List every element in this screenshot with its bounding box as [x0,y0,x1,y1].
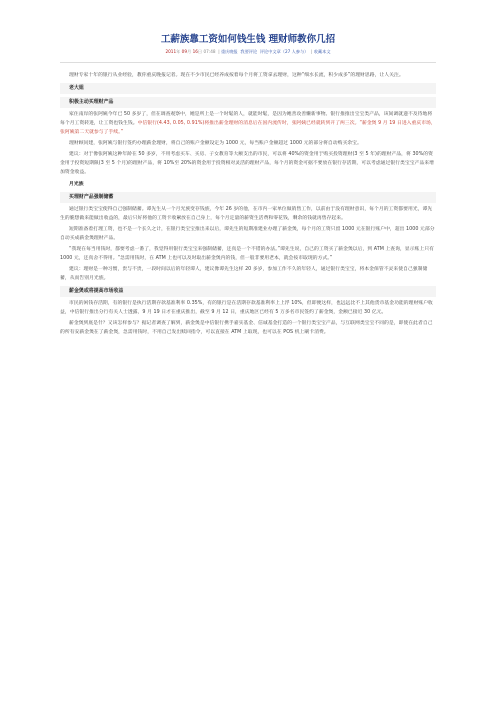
meta-day: 16 [192,49,198,54]
meta-month: 09 [181,49,188,54]
paragraph-text: 家住南岸的张阿姨今年已 50 多岁了，但在调查观察中，她是所上是一个时髦的人，就能时髦，是因为她善攻善懒新事物。银行推推出宝宝类产品，该间调就递不及待地将每个月工资转进，让工资也钱生钱。 [60,112,433,126]
paragraph: 市民的闲钱存活期，有的银行是执行活期存款基准利率 0.35%，有的银行是在活期存款基准利率上上浮 10%，但即便这样，也远远比不上其他货币基金功能的理财账户收益，中信银行推出分行有关人士透露，9 月 19 日才在重庆推出，截至 9 月 12 日，重庆地区已经有 5 万多名市民签约了薪金煲，金额已接近 30 亿元。 [60,301,433,315]
meta-year-suffix: 年 [176,49,181,54]
section-heading: 买理财产品强制储蓄 [60,192,436,203]
article-body [60,83,436,337]
paragraph [60,110,436,137]
meta-bookmark-link[interactable]: 收藏本文 [313,49,331,54]
meta-source-link[interactable]: 重庆晚报 [220,49,238,54]
paragraph: 建议：理财是一种习惯，贵与不贵，一段时间以后的年轻谭人，建议像谭先生这样 20 多岁，参加工作不久的年轻人，通过银行类宝宝，将本金保管不灵来使自己强制储蓄，从而告别月光族。 [60,267,428,281]
section-heading: 老大姐 [60,83,436,94]
meta-year: 2011 [165,49,177,54]
meta-time: 07:48 [203,49,216,54]
meta-comment-link[interactable]: 我要评论 [240,49,258,54]
paragraph: 建议：对于像张阿姨这种年龄在 50 多岁，不用考虑买车、买房、子女教育等大额支出的市民，可以将 40%的资金用于购买投资理财(3 至 5 年)的理财产品，将 30%的资金用于投资短期限(3 至 5 个月)的理财产品，将 10%至 20%的资金用于投资相对灵活的理财产品，每个月的资金可据不要放在银行存活期，可以考虑通过银行类宝宝产品来增加资金收益。 [60,152,434,175]
meta-day-suffix: 日 [197,49,203,54]
stock-quote-link[interactable]: 中信银行(4.43, 0.05, 0.91%)将推出薪金理财的消息后在国内流传时，张阿姨已经就转到开了两三次。“薪金煲 9 月 19 日进入重庆市场，张阿姨第二天就参与了手续。” [60,121,436,135]
paragraph: 薪金煲到底是什？又该怎样参与？据记者调查了解到，薪金煲是中信银行携手嘉实基金、信诚基金打造的一个银行类宝宝产品，与互联网类宝宝不同的是，即使在此者自己的所有安薪金煲在了薪金煲，急需用钱时，不用自己发出赎回指令，可以直接在 ATM 上取现，也可以在 POS 机上刷卡消费。 [60,321,433,335]
article [60,34,436,337]
article-meta: 2011年 09月 16日 07:48 | 重庆晚报 我要评论 评论中文章（27 人参与） | 收藏本文 [165,49,331,54]
paragraph: “我现在每当用钱时，都要考虑一番了，我觉得用银行类宝宝来强制储蓄，还真是一个不错的办法。”谭先生说，自己的工资买了薪金煲以后，到 ATM 上查询，显示账上只有 1000 元，还真舍不得用。“急需用钱时，在 ATM 上也可以及时取出薪金煲内的钱，但一般非要用老本，就会按市取现的方式。” [60,247,434,261]
title-divider [60,62,436,63]
section-heading: 月光族 [69,182,84,187]
article-intro: 理财专家十年的银行从业经验，教你重庆晚报记者。现在不少市民已经养成按着每个月将工资拿去理财，这种“细水长流，积少成多”的理财思路，让人关注。 [69,73,404,78]
paragraph: 通过银行类宝宝使得自己强制储蓄。谭先生从一个月光族变存钱族，今年 26 岁的他，在市内一家单位做销售工作，以前由于没有理财意识，每个月的工资都要用光，谭先生的脆想做来能做出收益的，最后只好将他的工资卡收紧放在自己身上，每个月定量的薪资生活费和零花钱，剩余的钱就再售存起来。 [60,207,433,221]
paragraph: 理财顾问建，张阿姨与银行签约办理薪金理财，将自己的账户金额设定为 1000 元，每当账户金额超过 1000 元的部分将自动购买余宝。 [69,141,362,146]
section-heading: 积极主动买理财产品 [60,97,436,108]
paragraph: 短期准备着打理工资，也不是一个长久之计，在银行类宝宝推出来以后，谭先生的短期准建业办理了薪金煲，每个月的工资只留 1000 元在银行账户中，超出 1000 元部分自动买成薪金煲理财产品。 [60,227,435,241]
section-heading: 薪金煲或将提高市场收益 [60,286,436,297]
meta-comments-count-link[interactable]: 评论中文章（27 人参与） [259,49,309,54]
article-title: 工薪族靠工资如何钱生钱 理财师教你几招 [160,34,336,45]
meta-month-suffix: 月 [187,49,192,54]
